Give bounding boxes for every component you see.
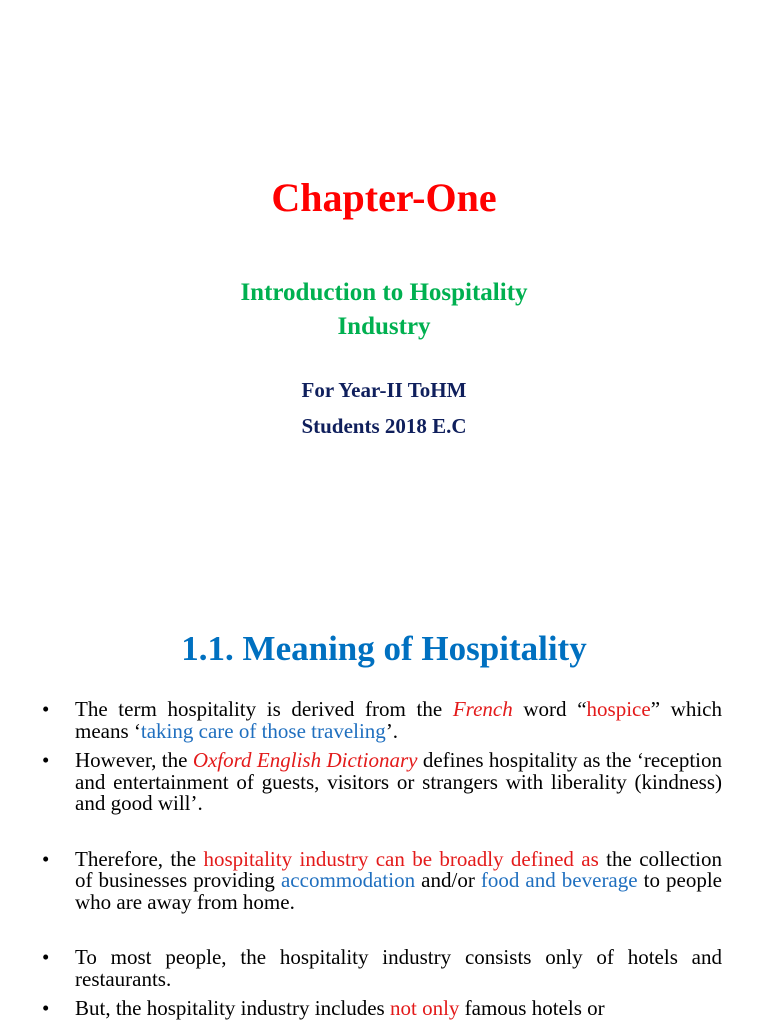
emphasis-definition: hospitality industry can be broadly defined as xyxy=(203,846,599,871)
text-span: and/or xyxy=(415,868,481,892)
content-slide xyxy=(0,576,768,1024)
emphasis-accommodation: accommodation xyxy=(280,868,416,892)
text-span: Therefore, the xyxy=(75,846,204,871)
bullet-item-etymology xyxy=(42,699,722,742)
subtitle-line-1: Introduction to Hospitality xyxy=(240,279,528,306)
bullet-item-scope xyxy=(42,998,722,1020)
text-span: famous hotels or xyxy=(459,996,605,1020)
emphasis-hospice: hospice xyxy=(586,697,651,721)
bullet-icon: • xyxy=(42,748,50,772)
emphasis-french: French xyxy=(452,697,513,721)
chapter-subtitle xyxy=(0,276,768,344)
text-span: To most people, the hospitality industry consists only of hotels and restaurants. xyxy=(75,945,722,991)
bullet-list xyxy=(42,699,722,1028)
emphasis-food-beverage: food and beverage xyxy=(480,868,638,892)
bullet-icon: • xyxy=(42,697,50,721)
subtitle-line-2: Industry xyxy=(337,313,431,340)
chapter-title: Chapter-One xyxy=(271,175,497,220)
emphasis-meaning: taking care of those traveling xyxy=(140,718,386,743)
bullet-item-definition xyxy=(42,846,722,914)
section-heading: 1.1. Meaning of Hospitality xyxy=(181,629,587,668)
bullet-item-common-view xyxy=(42,947,722,990)
bullet-icon: • xyxy=(42,996,50,1020)
bullet-icon: • xyxy=(42,945,50,969)
text-span: the collection of businesses providing xyxy=(75,846,722,892)
text-span: But, the hospitality industry includes xyxy=(75,996,390,1020)
bullet-item-oxford xyxy=(42,750,722,815)
emphasis-dictionary: Oxford English Dictionary xyxy=(192,748,418,772)
text-span: word “ xyxy=(512,697,587,721)
bullet-icon: • xyxy=(42,846,50,871)
text-span: ’. xyxy=(385,718,399,743)
text-span: to people who are away from home. xyxy=(75,868,722,914)
emphasis-not-only: not only xyxy=(389,996,460,1020)
text-span: defines hospitality as the ‘reception and entertainment of guests, visitors or strangers with liberality (kindness) and good will’. xyxy=(75,748,722,815)
audience-line-2: Students 2018 E.C xyxy=(301,414,467,438)
text-span: However, the xyxy=(75,748,193,772)
audience-line-1: For Year-II ToHM xyxy=(301,378,467,402)
text-span: The term hospitality is derived from the xyxy=(75,697,453,721)
audience-info xyxy=(0,372,768,444)
text-span: ” which means ‘ xyxy=(75,697,722,743)
